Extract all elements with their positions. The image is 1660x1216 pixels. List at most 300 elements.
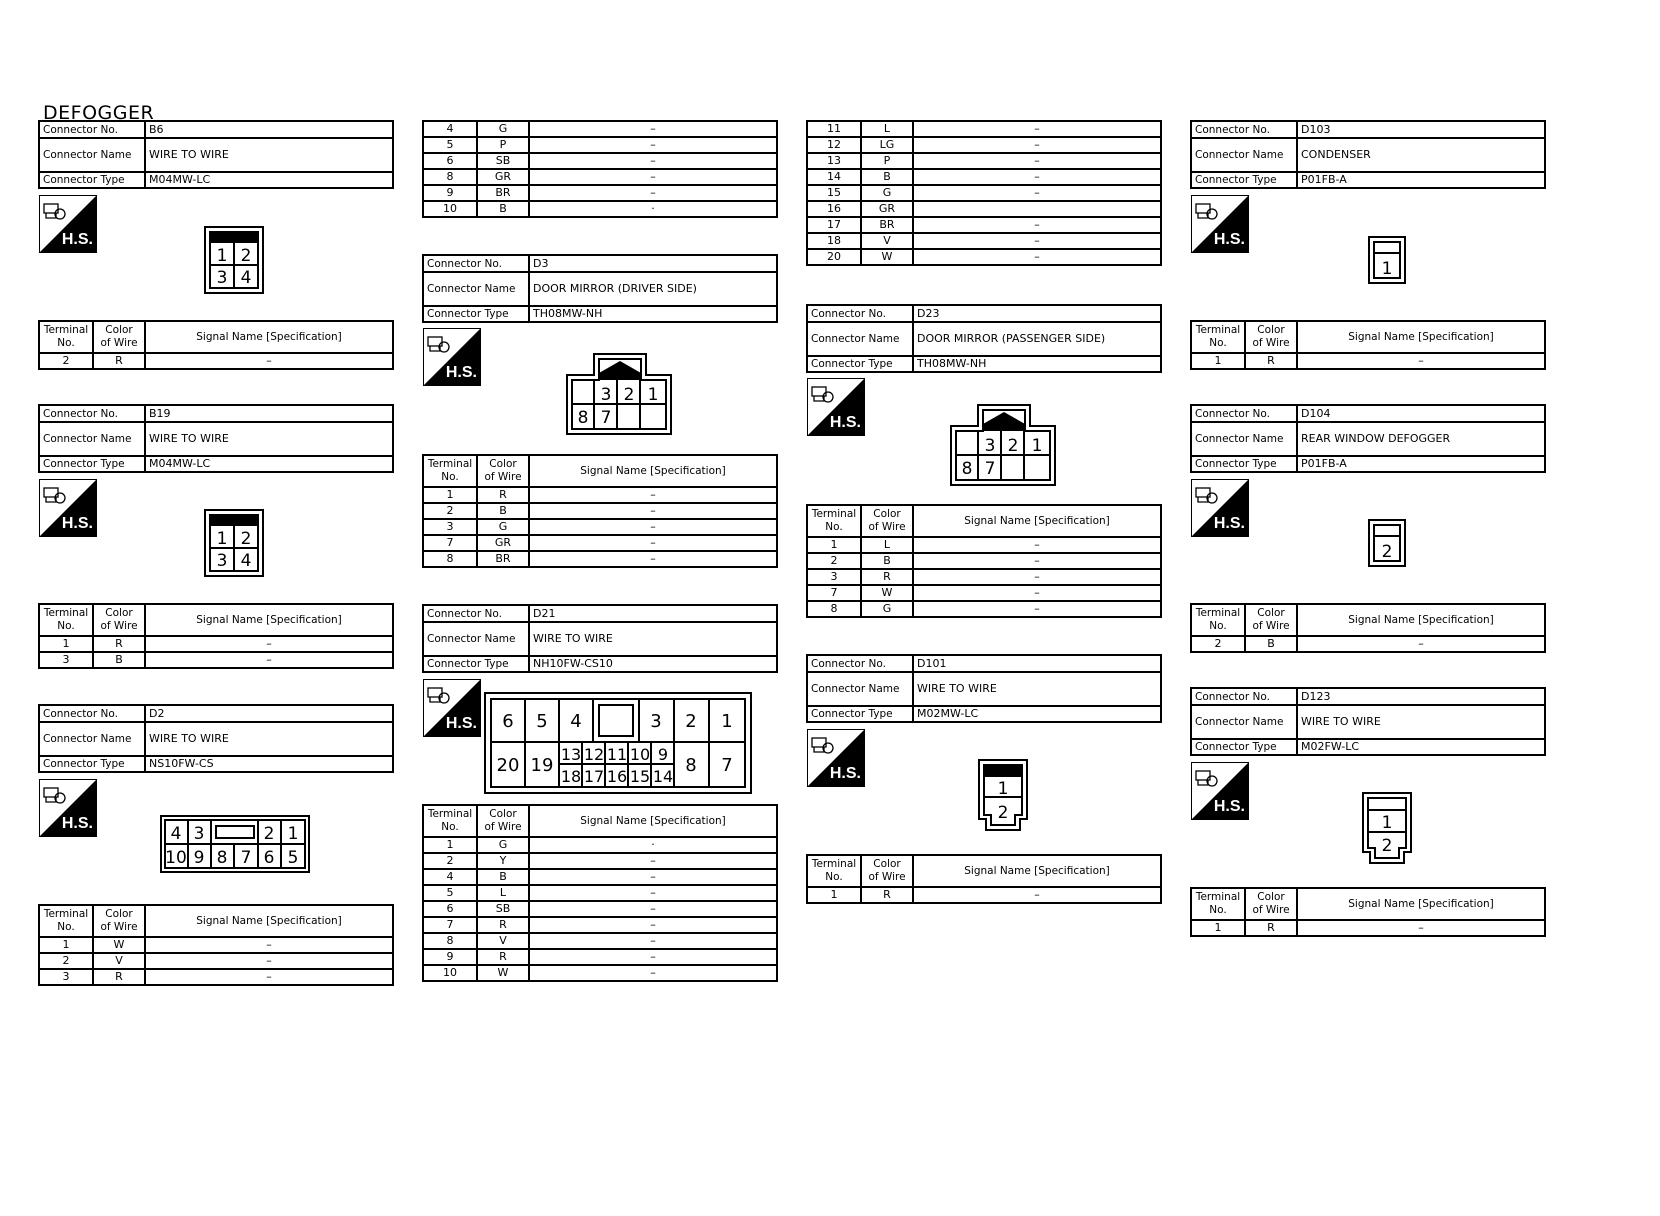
signal-name-cell <box>913 201 1161 217</box>
wire-color-cell: G <box>477 121 529 137</box>
header-color: Color <box>105 607 133 619</box>
terminal-table <box>806 854 1162 904</box>
label-connector-no: Connector No. <box>39 405 145 422</box>
signal-name-cell: – <box>913 217 1161 233</box>
terminal-number: 2 <box>240 529 252 549</box>
label-connector-name: Connector Name <box>39 138 145 172</box>
signal-name-cell: – <box>529 137 777 153</box>
wire-color-cell: BR <box>477 185 529 201</box>
connector-info-table <box>38 404 394 473</box>
connector-no-value: D104 <box>1297 405 1545 422</box>
terminal-number: 14 <box>652 767 674 786</box>
hs-label: H.S. <box>829 765 861 782</box>
terminal-number: 19 <box>530 755 554 776</box>
terminal-number: 16 <box>606 767 628 786</box>
connector-name-value: WIRE TO WIRE <box>913 672 1161 706</box>
terminal-number: 1 <box>997 779 1009 799</box>
wire-color-cell: B <box>861 553 913 569</box>
label-connector-no: Connector No. <box>423 605 529 622</box>
terminal-number: 8 <box>577 408 589 428</box>
terminal-no-cell: 5 <box>423 885 477 901</box>
signal-name-cell: – <box>1297 636 1545 652</box>
terminal-number: 2 <box>1381 836 1393 856</box>
wire-color-cell: B <box>477 869 529 885</box>
signal-name-cell: – <box>1297 920 1545 936</box>
connector-face-diagram <box>950 404 1056 490</box>
signal-name-cell: – <box>529 869 777 885</box>
terminal-number: 6 <box>263 848 275 868</box>
table-row <box>423 853 777 869</box>
table-row <box>423 153 777 169</box>
signal-name-cell: – <box>913 887 1161 903</box>
header-color: Color <box>1257 324 1285 336</box>
terminal-no-cell: 1 <box>1191 353 1245 369</box>
connector-face-diagram <box>204 226 264 298</box>
signal-name-cell: – <box>529 153 777 169</box>
table-row <box>807 217 1161 233</box>
label-connector-no: Connector No. <box>1191 688 1297 705</box>
table-row <box>39 636 393 652</box>
label-connector-name: Connector Name <box>807 322 913 356</box>
table-row <box>807 201 1161 217</box>
terminal-number: 3 <box>216 551 228 571</box>
wire-color-cell: BR <box>477 551 529 567</box>
terminal-table-continued <box>422 120 778 218</box>
connector-no-value: B19 <box>145 405 393 422</box>
header-of-wire: of Wire <box>484 821 522 833</box>
connector-name-value: WIRE TO WIRE <box>1297 705 1545 739</box>
header-of-wire: of Wire <box>868 871 906 883</box>
signal-name-cell: – <box>145 953 393 969</box>
terminal-number: 3 <box>984 436 996 456</box>
label-connector-no: Connector No. <box>39 121 145 138</box>
terminal-no-cell: 16 <box>807 201 861 217</box>
terminal-number: 7 <box>721 755 733 776</box>
wire-color-cell: R <box>477 487 529 503</box>
label-connector-name: Connector Name <box>39 422 145 456</box>
signal-name-cell: – <box>529 965 777 981</box>
header-of-wire: of Wire <box>1252 904 1290 916</box>
terminal-no-cell: 10 <box>423 965 477 981</box>
terminal-number: 2 <box>263 824 275 844</box>
connector-type-value: TH08MW-NH <box>913 356 1161 372</box>
harness-side-icon <box>39 195 97 253</box>
signal-name-cell: · <box>529 201 777 217</box>
connector-info-table <box>1190 120 1546 189</box>
terminal-number: 6 <box>502 711 514 732</box>
header-terminal-no: No. <box>1209 337 1227 349</box>
signal-name-cell: – <box>1297 353 1545 369</box>
wire-color-cell: R <box>93 969 145 985</box>
terminal-number: 1 <box>1381 259 1393 279</box>
table-row <box>1191 636 1545 652</box>
terminal-number: 4 <box>240 551 252 571</box>
header-terminal: Terminal <box>43 607 89 619</box>
terminal-no-cell: 1 <box>423 837 477 853</box>
terminal-table <box>38 320 394 370</box>
header-color: Color <box>873 858 901 870</box>
signal-name-cell: – <box>913 553 1161 569</box>
connector-type-value: NS10FW-CS <box>145 756 393 772</box>
signal-name-cell: – <box>529 917 777 933</box>
terminal-number: 7 <box>600 408 612 428</box>
hs-label: H.S. <box>61 815 93 832</box>
terminal-number: 7 <box>984 459 996 479</box>
harness-side-icon <box>807 729 865 787</box>
connector-no-value: D21 <box>529 605 777 622</box>
terminal-no-cell: 3 <box>39 652 93 668</box>
table-row <box>423 487 777 503</box>
label-connector-type: Connector Type <box>807 356 913 372</box>
terminal-table <box>422 804 778 982</box>
header-signal-name: Signal Name [Specification] <box>529 455 777 487</box>
label-connector-no: Connector No. <box>1191 405 1297 422</box>
connector-name-value: WIRE TO WIRE <box>145 138 393 172</box>
header-terminal: Terminal <box>427 458 473 470</box>
table-row <box>423 869 777 885</box>
terminal-number: 3 <box>650 711 662 732</box>
terminal-number: 2 <box>240 246 252 266</box>
terminal-no-cell: 3 <box>423 519 477 535</box>
terminal-no-cell: 1 <box>423 487 477 503</box>
harness-side-icon <box>1191 479 1249 537</box>
header-terminal: Terminal <box>43 324 89 336</box>
table-row <box>39 937 393 953</box>
terminal-no-cell: 8 <box>423 933 477 949</box>
connector-no-value: D23 <box>913 305 1161 322</box>
wire-color-cell: LG <box>861 137 913 153</box>
terminal-no-cell: 1 <box>39 937 93 953</box>
harness-side-icon <box>423 328 481 386</box>
wire-color-cell: GR <box>861 201 913 217</box>
label-connector-no: Connector No. <box>39 705 145 722</box>
wire-color-cell: B <box>1245 636 1297 652</box>
connector-no-value: D2 <box>145 705 393 722</box>
signal-name-cell: – <box>145 652 393 668</box>
terminal-no-cell: 4 <box>423 121 477 137</box>
terminal-no-cell: 14 <box>807 169 861 185</box>
signal-name-cell: – <box>529 519 777 535</box>
header-terminal-no: No. <box>441 821 459 833</box>
terminal-table <box>1190 887 1546 937</box>
table-row <box>1191 353 1545 369</box>
connector-type-value: M02MW-LC <box>913 706 1161 722</box>
wire-color-cell: B <box>93 652 145 668</box>
wire-color-cell: R <box>861 569 913 585</box>
wire-color-cell: W <box>861 585 913 601</box>
table-row <box>423 201 777 217</box>
wire-color-cell: G <box>861 601 913 617</box>
terminal-table-continued <box>806 120 1162 266</box>
signal-name-cell: – <box>529 853 777 869</box>
header-signal-name: Signal Name [Specification] <box>913 855 1161 887</box>
terminal-no-cell: 13 <box>807 153 861 169</box>
signal-name-cell: – <box>529 503 777 519</box>
header-color: Color <box>489 808 517 820</box>
wire-color-cell: W <box>861 249 913 265</box>
connector-face-diagram <box>484 692 752 798</box>
table-row <box>423 885 777 901</box>
wire-color-cell: SB <box>477 901 529 917</box>
connector-info-table <box>1190 404 1546 473</box>
signal-name-cell: – <box>913 233 1161 249</box>
table-row <box>39 652 393 668</box>
wire-color-cell: R <box>93 353 145 369</box>
signal-name-cell: – <box>145 353 393 369</box>
terminal-table <box>38 904 394 986</box>
terminal-number: 1 <box>216 529 228 549</box>
hs-label: H.S. <box>829 414 861 431</box>
terminal-no-cell: 7 <box>423 917 477 933</box>
signal-name-cell: – <box>529 535 777 551</box>
header-of-wire: of Wire <box>868 521 906 533</box>
terminal-no-cell: 2 <box>39 353 93 369</box>
connector-name-value: CONDENSER <box>1297 138 1545 172</box>
table-row <box>807 153 1161 169</box>
label-connector-type: Connector Type <box>1191 739 1297 755</box>
hs-label: H.S. <box>1213 798 1245 815</box>
connector-name-value: WIRE TO WIRE <box>145 722 393 756</box>
terminal-number: 15 <box>629 767 651 786</box>
connector-no-value: D123 <box>1297 688 1545 705</box>
header-terminal-no: No. <box>441 471 459 483</box>
signal-name-cell: – <box>529 901 777 917</box>
terminal-no-cell: 7 <box>423 535 477 551</box>
signal-name-cell: – <box>529 885 777 901</box>
table-row <box>423 965 777 981</box>
header-terminal-no: No. <box>57 620 75 632</box>
connector-no-value: D101 <box>913 655 1161 672</box>
header-color: Color <box>489 458 517 470</box>
terminal-table <box>38 603 394 669</box>
harness-side-icon <box>39 779 97 837</box>
wire-color-cell: L <box>477 885 529 901</box>
header-terminal: Terminal <box>1195 324 1241 336</box>
terminal-number: 8 <box>961 459 973 479</box>
header-terminal-no: No. <box>825 871 843 883</box>
label-connector-no: Connector No. <box>1191 121 1297 138</box>
header-of-wire: of Wire <box>100 337 138 349</box>
table-row <box>423 933 777 949</box>
terminal-number: 4 <box>570 711 582 732</box>
terminal-no-cell: 5 <box>423 137 477 153</box>
wire-color-cell: P <box>477 137 529 153</box>
connector-type-value: M04MW-LC <box>145 456 393 472</box>
signal-name-cell: – <box>913 249 1161 265</box>
table-row <box>807 169 1161 185</box>
header-signal-name: Signal Name [Specification] <box>1297 888 1545 920</box>
signal-name-cell: – <box>913 569 1161 585</box>
connector-no-value: D3 <box>529 255 777 272</box>
terminal-no-cell: 2 <box>423 853 477 869</box>
header-terminal: Terminal <box>427 808 473 820</box>
header-of-wire: of Wire <box>1252 337 1290 349</box>
wire-color-cell: B <box>861 169 913 185</box>
wire-color-cell: W <box>477 965 529 981</box>
hs-label: H.S. <box>1213 515 1245 532</box>
page-title: DEFOGGER <box>43 102 155 124</box>
header-color: Color <box>1257 891 1285 903</box>
table-row <box>39 969 393 985</box>
wire-color-cell: G <box>477 837 529 853</box>
terminal-no-cell: 1 <box>39 636 93 652</box>
connector-type-value: NH10FW-CS10 <box>529 656 777 672</box>
terminal-number: 2 <box>1007 436 1019 456</box>
table-row <box>423 169 777 185</box>
harness-side-icon <box>423 679 481 737</box>
table-row <box>423 137 777 153</box>
wire-color-cell: B <box>477 201 529 217</box>
wire-color-cell: B <box>477 503 529 519</box>
terminal-no-cell: 1 <box>807 887 861 903</box>
wire-color-cell: GR <box>477 535 529 551</box>
connector-type-value: P01FB-A <box>1297 172 1545 188</box>
terminal-number: 10 <box>165 848 187 868</box>
wire-color-cell: V <box>861 233 913 249</box>
terminal-number: 5 <box>287 848 299 868</box>
terminal-no-cell: 4 <box>423 869 477 885</box>
header-signal-name: Signal Name [Specification] <box>145 321 393 353</box>
hs-label: H.S. <box>61 515 93 532</box>
signal-name-cell: – <box>145 969 393 985</box>
terminal-no-cell: 6 <box>423 153 477 169</box>
header-terminal-no: No. <box>1209 620 1227 632</box>
terminal-no-cell: 1 <box>807 537 861 553</box>
terminal-no-cell: 8 <box>807 601 861 617</box>
table-row <box>807 569 1161 585</box>
terminal-number: 2 <box>623 385 635 405</box>
table-row <box>807 121 1161 137</box>
signal-name-cell: – <box>913 537 1161 553</box>
connector-info-table <box>422 254 778 323</box>
terminal-no-cell: 2 <box>423 503 477 519</box>
header-terminal-no: No. <box>825 521 843 533</box>
terminal-number: 1 <box>1031 436 1043 456</box>
signal-name-cell: – <box>529 949 777 965</box>
terminal-number: 2 <box>1381 542 1393 562</box>
signal-name-cell: – <box>913 153 1161 169</box>
connector-name-value: WIRE TO WIRE <box>145 422 393 456</box>
signal-name-cell: – <box>529 185 777 201</box>
connector-no-value: B6 <box>145 121 393 138</box>
connector-type-value: M02FW-LC <box>1297 739 1545 755</box>
wire-color-cell: SB <box>477 153 529 169</box>
wire-color-cell: L <box>861 537 913 553</box>
signal-name-cell: – <box>913 169 1161 185</box>
harness-side-icon <box>1191 195 1249 253</box>
terminal-number: 5 <box>536 711 548 732</box>
wire-color-cell: R <box>477 949 529 965</box>
table-row <box>423 949 777 965</box>
terminal-number: 18 <box>560 767 582 786</box>
terminal-no-cell: 12 <box>807 137 861 153</box>
terminal-number: 8 <box>685 755 697 776</box>
wire-color-cell: R <box>1245 920 1297 936</box>
wire-color-cell: R <box>1245 353 1297 369</box>
terminal-no-cell: 6 <box>423 901 477 917</box>
header-terminal: Terminal <box>811 858 857 870</box>
label-connector-name: Connector Name <box>39 722 145 756</box>
terminal-no-cell: 11 <box>807 121 861 137</box>
terminal-no-cell: 20 <box>807 249 861 265</box>
terminal-number: 2 <box>685 711 697 732</box>
header-of-wire: of Wire <box>484 471 522 483</box>
label-connector-type: Connector Type <box>39 756 145 772</box>
label-connector-type: Connector Type <box>1191 172 1297 188</box>
wire-color-cell: V <box>477 933 529 949</box>
signal-name-cell: – <box>529 933 777 949</box>
terminal-number: 13 <box>560 745 582 764</box>
hs-label: H.S. <box>445 715 477 732</box>
table-row <box>423 519 777 535</box>
table-row <box>423 837 777 853</box>
terminal-no-cell: 9 <box>423 949 477 965</box>
connector-face-diagram <box>978 759 1028 835</box>
connector-name-value: DOOR MIRROR (PASSENGER SIDE) <box>913 322 1161 356</box>
header-color: Color <box>105 324 133 336</box>
terminal-number: 1 <box>1381 813 1393 833</box>
header-signal-name: Signal Name [Specification] <box>145 604 393 636</box>
wire-color-cell: R <box>477 917 529 933</box>
wire-color-cell: P <box>861 153 913 169</box>
terminal-number: 3 <box>216 268 228 288</box>
connector-info-table <box>422 604 778 673</box>
table-row <box>1191 920 1545 936</box>
connector-face-diagram <box>1368 236 1406 288</box>
header-color: Color <box>105 908 133 920</box>
header-color: Color <box>1257 607 1285 619</box>
hs-label: H.S. <box>1213 231 1245 248</box>
terminal-number: 4 <box>170 824 182 844</box>
terminal-number: 1 <box>216 246 228 266</box>
terminal-no-cell: 15 <box>807 185 861 201</box>
connector-info-table <box>38 704 394 773</box>
label-connector-name: Connector Name <box>423 272 529 306</box>
harness-side-icon <box>807 378 865 436</box>
header-signal-name: Signal Name [Specification] <box>1297 321 1545 353</box>
terminal-no-cell: 17 <box>807 217 861 233</box>
connector-name-value: REAR WINDOW DEFOGGER <box>1297 422 1545 456</box>
terminal-table <box>422 454 778 568</box>
signal-name-cell: – <box>145 937 393 953</box>
connector-info-table <box>806 304 1162 373</box>
table-row <box>423 121 777 137</box>
connector-name-value: DOOR MIRROR (DRIVER SIDE) <box>529 272 777 306</box>
terminal-no-cell: 2 <box>1191 636 1245 652</box>
signal-name-cell: – <box>529 169 777 185</box>
label-connector-type: Connector Type <box>807 706 913 722</box>
header-terminal: Terminal <box>43 908 89 920</box>
connector-type-value: TH08MW-NH <box>529 306 777 322</box>
header-signal-name: Signal Name [Specification] <box>913 505 1161 537</box>
label-connector-name: Connector Name <box>423 622 529 656</box>
connector-name-value: WIRE TO WIRE <box>529 622 777 656</box>
label-connector-name: Connector Name <box>807 672 913 706</box>
connector-face-diagram <box>1368 519 1406 571</box>
connector-face-diagram <box>1362 792 1412 868</box>
signal-name-cell: – <box>529 121 777 137</box>
signal-name-cell: – <box>145 636 393 652</box>
terminal-no-cell: 10 <box>423 201 477 217</box>
label-connector-type: Connector Type <box>1191 456 1297 472</box>
terminal-number: 9 <box>193 848 205 868</box>
header-signal-name: Signal Name [Specification] <box>1297 604 1545 636</box>
table-row <box>807 537 1161 553</box>
terminal-number: 4 <box>240 268 252 288</box>
table-row <box>423 503 777 519</box>
wire-color-cell: Y <box>477 853 529 869</box>
terminal-number: 9 <box>657 745 669 764</box>
